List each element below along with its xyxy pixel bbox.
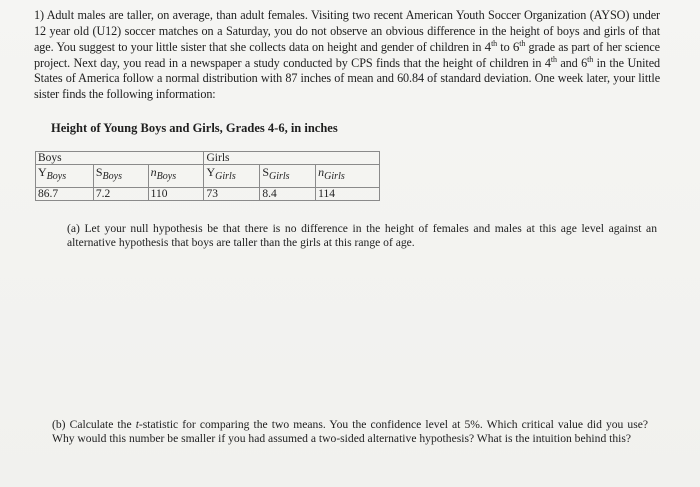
grade-end-sup: th xyxy=(519,38,526,48)
symbol-cell xyxy=(36,165,94,188)
symbol-main: Y xyxy=(38,165,47,179)
grade-start-sup: th xyxy=(491,38,498,48)
value-cell: 114 xyxy=(316,188,380,201)
height-data-table xyxy=(35,151,380,201)
symbol-sub: Girls xyxy=(269,171,290,182)
grade-start: 4 xyxy=(484,39,492,54)
question-a: (a) Let your null hypothesis be that there is no difference in the height of females and males at this age level against an alternative hypothesis that boys are taller than the girls at this range of age. xyxy=(67,222,657,249)
and-sixth: and 6 xyxy=(556,55,588,70)
symbol-main: n xyxy=(318,165,325,179)
question-b-text: -statistic for comparing the two means. You the confidence level at 5%. Which critical value did you use? Why would this number be smaller if you had assumed a two-sided alternative hypothesis? What is the intuition behind this? xyxy=(52,418,649,445)
problem-intro xyxy=(34,8,660,102)
symbol-cell xyxy=(260,165,316,188)
value-cell: 73 xyxy=(204,188,260,201)
value-cell: 110 xyxy=(148,188,204,201)
value-row xyxy=(36,188,380,201)
symbol-main: n xyxy=(150,165,157,179)
value-cell: 8.4 xyxy=(260,188,316,201)
group-boys-cell: Boys xyxy=(36,152,204,165)
symbol-sub: Boys xyxy=(46,171,67,182)
group-header-row xyxy=(36,152,380,165)
symbol-cell xyxy=(148,165,204,188)
intro-text-part1: 1) Adult males are taller, on average, than adult females. Visiting two recent American Youth Soccer Organization (AYSO) under 12 year old (U12) soccer matches on a Saturday, you do not observe an obvious difference in the height of boys and girls of that age. You suggest to your little sister that she collects data on height and gender of children in xyxy=(34,8,660,54)
question-b xyxy=(52,418,648,445)
intro-text-part3: in the United States of America follow a normal distribution with 87 inches of mean and 60.84 of standard deviation. One week later, your little sister finds the following information: xyxy=(34,55,661,101)
symbol-sub: Girls xyxy=(215,171,236,182)
question-b-prefix: (b) Calculate the xyxy=(52,418,136,431)
value-cell: 7.2 xyxy=(93,188,148,201)
grade-end: 6 xyxy=(512,39,520,54)
symbol-sub: Boys xyxy=(156,171,177,182)
symbol-cell xyxy=(316,165,380,188)
symbol-cell xyxy=(204,165,260,188)
symbol-main: S xyxy=(95,165,103,179)
value-cell: 86.7 xyxy=(36,188,94,201)
symbol-cell xyxy=(93,165,148,188)
symbol-main: S xyxy=(262,165,270,179)
intro-text-part2: grade as part of her science project. Next day, you read in a newspaper a study conducted by CPS finds that the height of children in 4 xyxy=(34,40,660,70)
superscript-th-1: th xyxy=(550,54,557,64)
symbol-sub: Boys xyxy=(102,171,122,182)
to-word: to xyxy=(497,40,513,54)
table-title: Height of Young Boys and Girls, Grades 4-6, in inches xyxy=(51,121,338,135)
symbol-sub: Girls xyxy=(324,171,345,182)
symbol-row xyxy=(36,165,380,188)
group-girls-cell: Girls xyxy=(204,152,380,165)
symbol-main: Y xyxy=(206,165,216,179)
superscript-th-2: th xyxy=(587,54,594,64)
t-symbol: t xyxy=(135,418,139,431)
